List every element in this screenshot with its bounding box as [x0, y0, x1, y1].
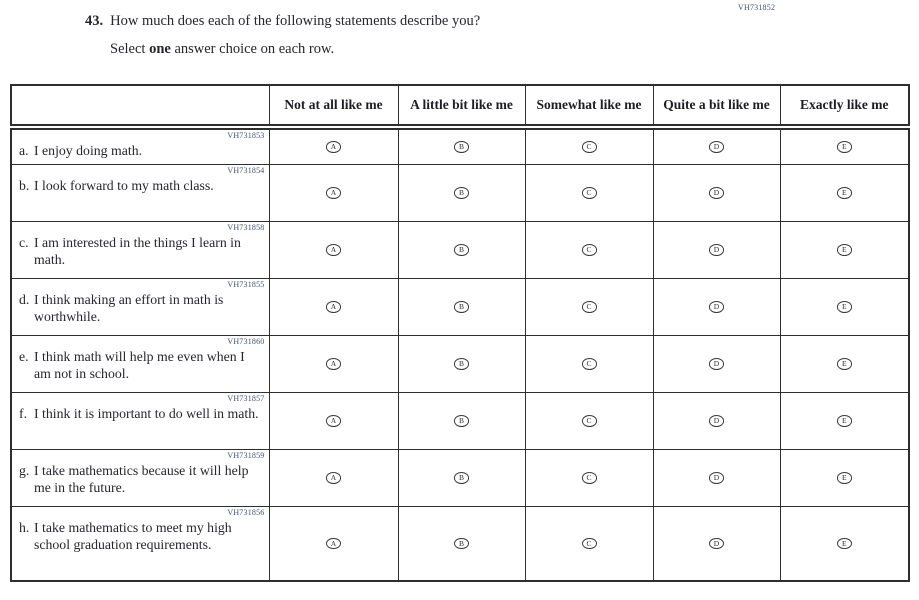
option-cell [780, 335, 909, 392]
statement-column-header [11, 85, 269, 127]
answer-bubble-D[interactable]: D [709, 244, 724, 256]
option-cell [653, 449, 780, 506]
answer-bubble-C[interactable]: C [582, 244, 597, 256]
answer-bubble-D[interactable]: D [709, 187, 724, 199]
answer-bubble-C[interactable]: C [582, 187, 597, 199]
option-cell [398, 127, 525, 164]
answer-bubble-D[interactable]: D [709, 358, 724, 370]
answer-bubble-E[interactable]: E [837, 301, 852, 313]
answer-bubble-B[interactable]: B [454, 141, 469, 153]
table-row [11, 278, 909, 335]
table-row [11, 335, 909, 392]
item-code: VH731855 [227, 279, 265, 289]
answer-bubble-A[interactable]: A [326, 244, 341, 256]
statement-text [19, 462, 265, 496]
option-cell [780, 506, 909, 581]
survey-table [10, 84, 910, 582]
column-header: Quite a bit like me [653, 85, 780, 127]
item-code: VH731856 [227, 507, 265, 517]
header-row [11, 85, 909, 127]
option-cell [653, 506, 780, 581]
answer-bubble-B[interactable]: B [454, 244, 469, 256]
option-cell [398, 335, 525, 392]
option-cell [525, 127, 653, 164]
statement-text [19, 405, 265, 422]
statement-cell [11, 127, 269, 164]
option-cell [780, 164, 909, 221]
answer-bubble-D[interactable]: D [709, 301, 724, 313]
answer-bubble-E[interactable]: E [837, 415, 852, 427]
form-code: VH731852 [738, 3, 776, 12]
answer-bubble-B[interactable]: B [454, 415, 469, 427]
answer-bubble-A[interactable]: A [326, 358, 341, 370]
statement-body: I think it is important to do well in math. [34, 405, 259, 421]
statement-letter: a. [19, 143, 29, 158]
option-cell [398, 278, 525, 335]
option-cell [653, 127, 780, 164]
answer-bubble-E[interactable]: E [837, 187, 852, 199]
table-row [11, 221, 909, 278]
statement-body: I take mathematics to meet my high school graduation requirements. [34, 519, 232, 552]
table-row [11, 392, 909, 449]
question-number: 43. [85, 13, 104, 29]
option-cell [269, 335, 398, 392]
column-header: Somewhat like me [525, 85, 653, 127]
option-cell [269, 392, 398, 449]
answer-bubble-E[interactable]: E [837, 141, 852, 153]
statement-text [19, 177, 265, 194]
answer-bubble-B[interactable]: B [454, 301, 469, 313]
statement-body: I think math will help me even when I am not in school. [34, 348, 245, 381]
table-row [11, 127, 909, 164]
answer-bubble-E[interactable]: E [837, 244, 852, 256]
item-code: VH731858 [227, 222, 265, 232]
answer-bubble-A[interactable]: A [326, 472, 341, 484]
option-cell [525, 449, 653, 506]
column-header: A little bit like me [398, 85, 525, 127]
question-text: How much does each of the following statements describe you? [110, 13, 481, 29]
statement-cell [11, 278, 269, 335]
answer-bubble-D[interactable]: D [709, 141, 724, 153]
statement-text [19, 291, 265, 325]
column-header: Not at all like me [269, 85, 398, 127]
option-cell [398, 506, 525, 581]
option-cell [398, 449, 525, 506]
answer-bubble-B[interactable]: B [454, 187, 469, 199]
option-cell [780, 392, 909, 449]
statement-letter: g. [19, 462, 30, 478]
instruction-bold-word: one [149, 41, 171, 57]
option-cell [780, 221, 909, 278]
option-cell [780, 127, 909, 164]
option-cell [780, 449, 909, 506]
option-cell [398, 221, 525, 278]
statement-cell [11, 335, 269, 392]
statement-text [19, 348, 265, 382]
instruction-suffix: answer choice on each row. [170, 41, 335, 57]
statement-body: I think making an effort in math is worthwhile. [34, 291, 224, 324]
statement-text [19, 519, 265, 553]
item-code: VH731854 [227, 165, 265, 175]
option-cell [525, 164, 653, 221]
option-cell [780, 278, 909, 335]
option-cell [269, 221, 398, 278]
statement-letter: d. [19, 291, 30, 307]
option-cell [525, 221, 653, 278]
statement-cell [11, 164, 269, 221]
item-code: VH731853 [227, 131, 265, 140]
option-cell [525, 506, 653, 581]
statement-cell [11, 449, 269, 506]
answer-bubble-A[interactable]: A [326, 415, 341, 427]
statement-cell [11, 392, 269, 449]
option-cell [525, 335, 653, 392]
question-block [85, 13, 480, 58]
table-row [11, 164, 909, 221]
statement-body: I am interested in the things I learn in math. [34, 234, 241, 267]
answer-bubble-A[interactable]: A [326, 538, 341, 550]
answer-bubble-B[interactable]: B [454, 358, 469, 370]
answer-bubble-C[interactable]: C [582, 472, 597, 484]
answer-bubble-A[interactable]: A [326, 301, 341, 313]
answer-bubble-E[interactable]: E [837, 472, 852, 484]
instruction-prefix: Select [110, 41, 150, 57]
statement-text [19, 234, 265, 268]
question-line [85, 13, 480, 30]
option-cell [653, 164, 780, 221]
option-cell [398, 392, 525, 449]
statement-text [19, 142, 265, 159]
answer-bubble-A[interactable]: A [326, 187, 341, 199]
option-cell [269, 449, 398, 506]
option-cell [269, 278, 398, 335]
answer-bubble-A[interactable]: A [326, 141, 341, 153]
statement-letter: f. [19, 405, 28, 421]
option-cell [653, 392, 780, 449]
answer-bubble-B[interactable]: B [454, 472, 469, 484]
item-code: VH731859 [227, 450, 265, 460]
answer-bubble-E[interactable]: E [837, 358, 852, 370]
answer-bubble-C[interactable]: C [582, 301, 597, 313]
item-code: VH731857 [227, 393, 265, 403]
statement-cell [11, 506, 269, 581]
statement-body: I look forward to my math class. [34, 177, 214, 193]
option-cell [269, 506, 398, 581]
statement-letter: b. [19, 177, 30, 193]
option-cell [269, 164, 398, 221]
statement-cell [11, 221, 269, 278]
option-cell [653, 221, 780, 278]
question-instruction [110, 41, 480, 58]
answer-bubble-C[interactable]: C [582, 358, 597, 370]
option-cell [525, 392, 653, 449]
answer-bubble-B[interactable]: B [454, 538, 469, 550]
answer-bubble-D[interactable]: D [709, 415, 724, 427]
statement-letter: h. [19, 519, 30, 535]
answer-bubble-C[interactable]: C [582, 415, 597, 427]
table-row [11, 506, 909, 581]
statement-letter: e. [19, 348, 29, 364]
statement-letter: c. [19, 234, 29, 250]
statement-body: I enjoy doing math. [34, 143, 143, 158]
answer-bubble-D[interactable]: D [709, 538, 724, 550]
option-cell [525, 278, 653, 335]
option-cell [653, 278, 780, 335]
column-header: Exactly like me [780, 85, 909, 127]
option-cell [269, 127, 398, 164]
answer-bubble-D[interactable]: D [709, 472, 724, 484]
option-cell [653, 335, 780, 392]
statement-body: I take mathematics because it will help me in the future. [34, 462, 249, 495]
answer-bubble-C[interactable]: C [582, 141, 597, 153]
item-code: VH731860 [227, 336, 265, 346]
option-cell [398, 164, 525, 221]
answer-bubble-C[interactable]: C [582, 538, 597, 550]
answer-bubble-E[interactable]: E [837, 538, 852, 550]
table-row [11, 449, 909, 506]
